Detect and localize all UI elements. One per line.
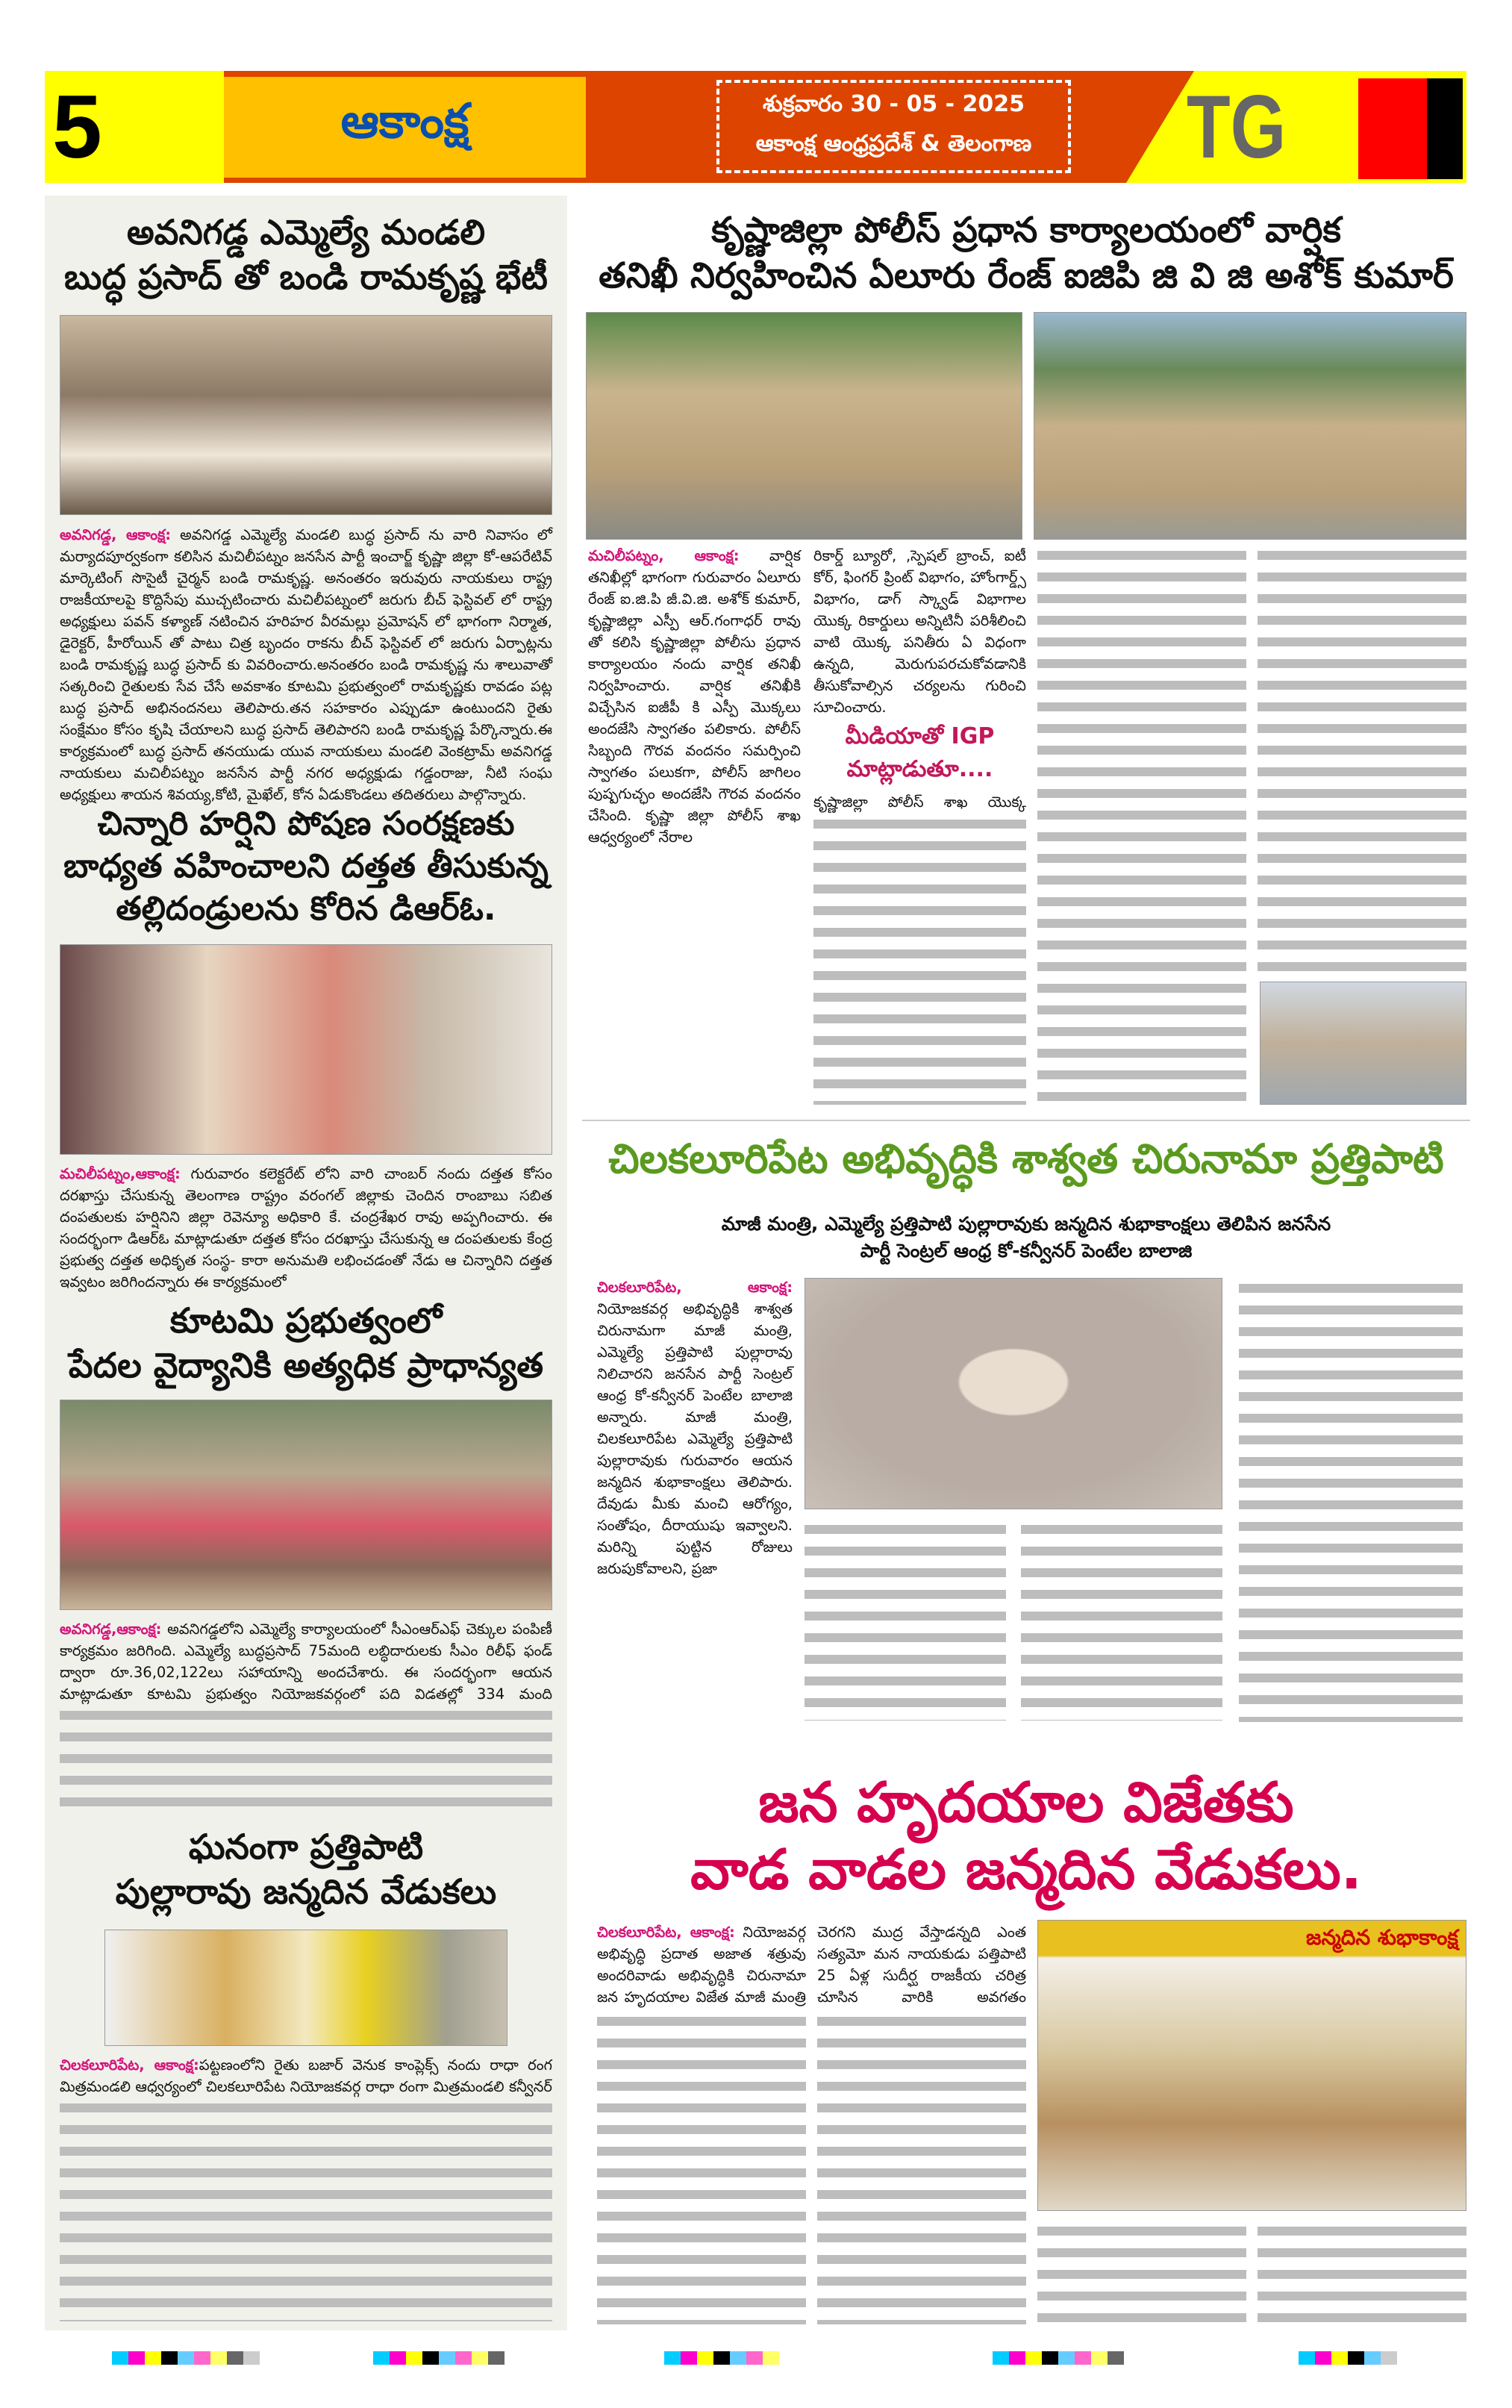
print-color-bar (112, 2351, 260, 2365)
birthday-body-col-1 (597, 1921, 806, 2011)
headline-line: బుద్ధ ప్రసాద్ తో బండి రామకృష్ణ భేటీ (64, 256, 548, 297)
birthday-photo (1037, 1920, 1466, 2211)
article-text: వార్షిక తనిఖీల్లో భాగంగా గురువారం ఏలూరు రేంజ్ ఐ.జి.పి జీ.వి.జి. అశోక్ కుమార్, కృష్ణాజిల్లా ఎస్పీ ఆర్.గంగాధర్ రావు తో కలిసి కృష్ణాజిల్లా పోలీసు ప్రధాన కార్యాలయం నందు వార్షిక తనిఖీ నిర్వహించారు. వార్షిక తనిఖీకి విచ్చేసిన ఐజీపీ కి ఎస్పీ మొక్కలు అందజేసి స్వాగతం పలికారు. పోలీస్ సిబ్బంది గౌరవ వందనం సమర్పించి స్వాగతం పలుకగా, పోలీస్ జాగిలం పుష్పగుచ్ఛం అందజేసి గౌరవ వందనం చేసింది. కృష్ణా జిల్లా పోలీస్ శాఖ ఆధ్వర్యంలో నేరాల (588, 547, 801, 846)
article-1-headline (45, 210, 567, 300)
article-4-body (60, 2054, 552, 2097)
subhead-line: పార్టీ సెంట్రల్ ఆంధ్ర కో-కన్వీనర్ పెంటేల బాలాజి (860, 1240, 1193, 1261)
article-4-body-continued (60, 2097, 552, 2321)
print-color-bar (373, 2351, 504, 2365)
dateline: చిలకలూరిపేట, ఆకాంక్ష: (60, 2056, 199, 2074)
igp-subheading (813, 720, 1026, 786)
dateline: మచిలీపట్నం, ఆకాంక్ష: (588, 547, 740, 564)
birthday-body-col-3 (1037, 2221, 1246, 2325)
police-body-col-2b (813, 791, 1026, 814)
police-photo-1 (586, 312, 1022, 540)
headline-line: జన హృదయాల విజేతకు (758, 1771, 1294, 1835)
article-3-body (60, 1618, 552, 1705)
region-code: TG (1187, 77, 1287, 177)
print-color-bar (993, 2351, 1124, 2365)
divider (582, 1120, 1470, 1121)
article-3-photo (60, 1400, 552, 1610)
issue-date: శుక్రవారం 30 - 05 - 2025 (762, 91, 1025, 118)
article-text: కృష్ణాజిల్లా పోలీస్ శాఖ యొక్క (813, 793, 1026, 811)
subhead-line: మాట్లాడుతూ.... (846, 756, 993, 782)
dateline: మచిలీపట్నం,ఆకాంక్ష: (60, 1165, 181, 1182)
police-body-col-2-continued (813, 814, 1026, 1105)
article-text: చెరగని ముద్ర వేస్తాడన్నది ఎంత సత్యమో మన నాయకుడు పత్తిపాటి 25 ఏళ్ల సుదీర్ఘ రాజకీయ చరిత్ర చూసిన వారికి అవగతం (817, 1924, 1026, 2006)
dateline: చిలకలూరిపేట, ఆకాంక్ష: (597, 1279, 793, 1296)
print-color-bar (664, 2351, 779, 2365)
headline-line: కృష్ణాజిల్లా పోలీస్ ప్రధాన కార్యాలయంలో వార్షిక (711, 210, 1341, 251)
police-photo-2 (1034, 312, 1466, 540)
headline-line: చిన్నారి హర్షిని పోషణ సంరక్షణకు (97, 805, 515, 843)
article-4-photo (104, 1930, 507, 2046)
dateline: అవనిగడ్డ, ఆకాంక్ష: (60, 526, 172, 543)
chilakaluripet-body-col-4 (1239, 1278, 1463, 1722)
birthday-body-col-2 (817, 1921, 1026, 2011)
article-text: రికార్డ్ బ్యూరో, ,స్పెషల్ బ్రాంచ్, ఐటీ కోర్, ఫింగర్ ప్రింట్ విభాగం, హోంగార్డ్స్ విభాగం, డాగ్ స్క్వాడ్ విభాగాల యొక్క రికార్డులు అన్నిటినీ పరిశీలించి వాటి యొక్క పనితీరు ఏ విధంగా ఉన్నది, మెరుగుపరచుకోవడానికి తీసుకోవాల్సిన చర్యలను గురించి సూచించారు. (813, 547, 1026, 716)
headline-line: బాధ్యత వహించాలని దత్తత తీసుకున్న (63, 847, 549, 886)
police-photo-3 (1260, 982, 1466, 1105)
page-number: 5 (52, 77, 102, 177)
police-headline (582, 208, 1470, 299)
date-box (716, 80, 1071, 173)
edition-name: ఆకాంక్ష ఆంధ్రప్రదేశ్ & తెలంగాణ (755, 130, 1032, 157)
birthday-body-col-2-continued (817, 2011, 1026, 2324)
headline-line: కూటమి ప్రభుత్వంలో (169, 1300, 443, 1341)
article-2-photo (60, 944, 552, 1155)
chilakaluripet-body-col-2 (805, 1519, 1006, 1721)
article-1-body (60, 524, 552, 805)
newspaper-logo: ఆకాంక్ష (224, 77, 586, 178)
dateline: అవనిగడ్డ,ఆకాంక్ష: (60, 1621, 162, 1638)
police-body-col-1 (588, 545, 801, 1105)
article-3-body-continued (60, 1705, 552, 1809)
article-1-photo (60, 315, 552, 515)
article-3-headline (45, 1299, 567, 1388)
portrait-photo (805, 1278, 1222, 1509)
article-text: నియోజకవర్గ అభివృద్ధికి శాశ్వత చిరునామగా మాజీ మంత్రి, ఎమ్మెల్యే ప్రత్తిపాటి పుల్లారావు నిలిచారని జనసేన పార్టీ సెంట్రల్ ఆంధ్ర కో-కన్వీనర్ పెంటేల బాలాజి అన్నారు. మాజీ మంత్రి, చిలకలూరిపేట ఎమ్మెల్యే ప్రత్తిపాటి పుల్లారావుకు గురువారం ఆయన జన్మదిన శుభాకాంక్షలు తెలిపారు. దేవుడు మీకు మంచి ఆరోగ్యం, సంతోషం, దీరాయుషు ఇవ్వాలని. మరిన్ని పుట్టిన రోజులు జరుపుకోవాలని, ప్రజా (597, 1300, 793, 1577)
article-text: పట్టణంలోని రైతు బజార్ వెనుక కాంప్లెక్స్ నందు రాధా రంగ మిత్రమండలి ఆధ్వర్యంలో చిలకలూరిపేట నియోజకవర్గ రాధా రంగా మిత్రమండలి కన్వీనర్ (60, 2056, 552, 2095)
chilakaluripet-body-col-3 (1021, 1519, 1222, 1721)
chilakaluripet-body-col-1 (597, 1276, 793, 1709)
article-text: నియోజవర్గ అభివృద్ధి ప్రదాత అజాత శత్రువు అందరివాడు అభివృద్ధికి చిరునామా జన హృదయాల విజేత మాజీ మంత్రి (597, 1924, 807, 2006)
headline-line: పేదల వైద్యానికి అత్యధిక ప్రాధాన్యత (68, 1344, 544, 1385)
article-text: అవనిగడ్డ ఎమ్మెల్యే మండలి బుద్ధ ప్రసాద్ ను వారి నివాసం లో మర్యాదపూర్వకంగా కలిసిన మచిలీపట్నం జనసేన పార్టీ ఇంచార్జ్ కృష్ణా జిల్లా కో-ఆపరేటివ్ మార్కెటింగ్ సొసైటీ చైర్మన్ బండి రామకృష్ణ. అనంతరం ఇరువురు నాయకులు రాష్ట్ర రాజకీయాలపై కొద్దిసేపు ముచ్చటించారు మచిలీపట్నంలో జరుగు బీచ్ ఫెస్టివల్ లో రాష్ట్ర అధ్యక్షులు పవన్ కళ్యాణ్ నటించిన హరిహర వీరమల్లు ప్రమోషన్ లో భాగంగా నిర్మాత, డైరెక్టర్, హీరోయిన్ తో పాటు చిత్ర బృందం రాకను బీచ్ ఫెస్టివల్ లో జరుగు ఏర్పాట్లను బండి రామకృష్ణ బుద్ధ ప్రసాద్ కు వివరించారు.అనంతరం బండి రామకృష్ణ ను శాలువాతో సత్కరించి రైతులకు సేవ చేసే అవకాశం కూటమి ప్రభుత్వంలో రామకృష్ణకు రావడం పట్ల బుద్ధ ప్రసాద్ అభినందనలు తెలిపారు.తన సహకారం ఎప్పుడూ ఉంటుందని రైతు సంక్షేమం కోసం కృషి చేయాలని బుద్ధ ప్రసాద్ తెలిపారని బండి రామకృష్ణ పేర్కొన్నారు.ఈ కార్యక్రమంలో బుద్ధ ప్రసాద్ తనయుడు యువ నాయకులు మండలి వెంకట్రామ్ అవనిగడ్డ నాయకులు మచిలీపట్నం జనసేన పార్టీ నగర అధ్యక్షుడు గడ్డంరాజు, నీటి సంఘ అధ్యక్షులు శాయన శివయ్య,కోటి, మైఖేల్, కోన ఏడుకొండలు తదితరులు పాల్గొన్నారు. (60, 526, 552, 803)
headline-line: ఘనంగా ప్రత్తిపాటి (188, 1827, 424, 1867)
headline-line: పుల్లారావు జన్మదిన వేడుకలు (115, 1871, 497, 1912)
article-text: అవనిగడ్డలోని ఎమ్మెల్యే కార్యాలయంలో సీఎంఆర్ఎఫ్ చెక్కుల పంపిణీ కార్యక్రమం జరిగింది. ఎమ్మెల్యే బుద్ధప్రసాద్ 75మంది లబ్ధిదారులకు సీఎం రిలీఫ్ ఫండ్ ద్వారా రూ.36,02,122లు సహాయాన్ని అందచేశారు. ఈ సందర్భంగా ఆయన మాట్లాడుతూ కూటమి ప్రభుత్వం నియోజకవర్గంలో పది విడతల్లో 334 మంది (60, 1621, 552, 1703)
article-2-headline (45, 802, 567, 931)
photo-banner-text: జన్మదిన శుభాకాంక్ష (1306, 1925, 1458, 1950)
article-4-headline (45, 1825, 567, 1915)
headline-line: వాడ వాడల జన్మదిన వేడుకలు. (690, 1838, 1362, 1902)
police-body-col-3 (1037, 545, 1246, 1105)
police-body-col-2 (813, 545, 1026, 739)
chilakaluripet-headline: చిలకలూరిపేట అభివృద్ధికి శాశ్వత చిరునామా ప్రత్తిపాటి (608, 1135, 1444, 1182)
headline-line: తనిఖీ నిర్వహించిన ఏలూరు రేంజ్ ఐజిపి జి వి జి అశోక్ కుమార్ (599, 255, 1454, 297)
birthday-body-col-4 (1258, 2221, 1466, 2325)
print-color-bar (1299, 2351, 1397, 2365)
birthday-headline (582, 1769, 1470, 1903)
police-body-col-4 (1258, 545, 1466, 978)
article-2-body (60, 1163, 552, 1291)
subhead-line: మాజీ మంత్రి, ఎమ్మెల్యే ప్రత్తిపాటి పుల్లారావుకు జన్మదిన శుభాకాంక్షలు తెలిపిన జనసేన (721, 1213, 1331, 1235)
dateline: చిలకలూరిపేట, ఆకాంక్ష: (597, 1924, 735, 1941)
flag-block (1358, 78, 1463, 179)
headline-line: అవనిగడ్డ ఎమ్మెల్యే మండలి (126, 212, 486, 252)
article-text: గురువారం కలెక్టరేట్ లోని వారి చాంబర్ నందు దత్తత కోసం దరఖాస్తు చేసుకున్న తెలంగాణ రాష్ట్రం వరంగల్ జిల్లాకు చెందిన రాంబాబు సబిత దంపతులకు హర్షినిని జిల్లా రెవెన్యూ అధికారి కే. చంద్రశేఖర రావు అప్పగించారు. ఈ సందర్భంగా డిఆర్ఓ మాట్లాడుతూ దత్తత కోసం దరఖాస్తు చేసుకున్న ఆ దంపతులకు కేంద్ర ప్రభుత్వ దత్తత అధికృత సంస్థ- కారా అనుమతి లభించడంతో నేడు ఆ చిన్నారిని దత్తత ఇవ్వటం జరిగిందన్నారు ఈ కార్యక్రమంలో (60, 1165, 552, 1291)
headline-line: తల్లిదండ్రులను కోరిన డిఆర్ఓ. (116, 890, 496, 929)
birthday-body-col-1-continued (597, 2011, 806, 2324)
chilakaluripet-subheadline (582, 1211, 1470, 1264)
subhead-line: మీడియాతో IGP (845, 723, 995, 749)
